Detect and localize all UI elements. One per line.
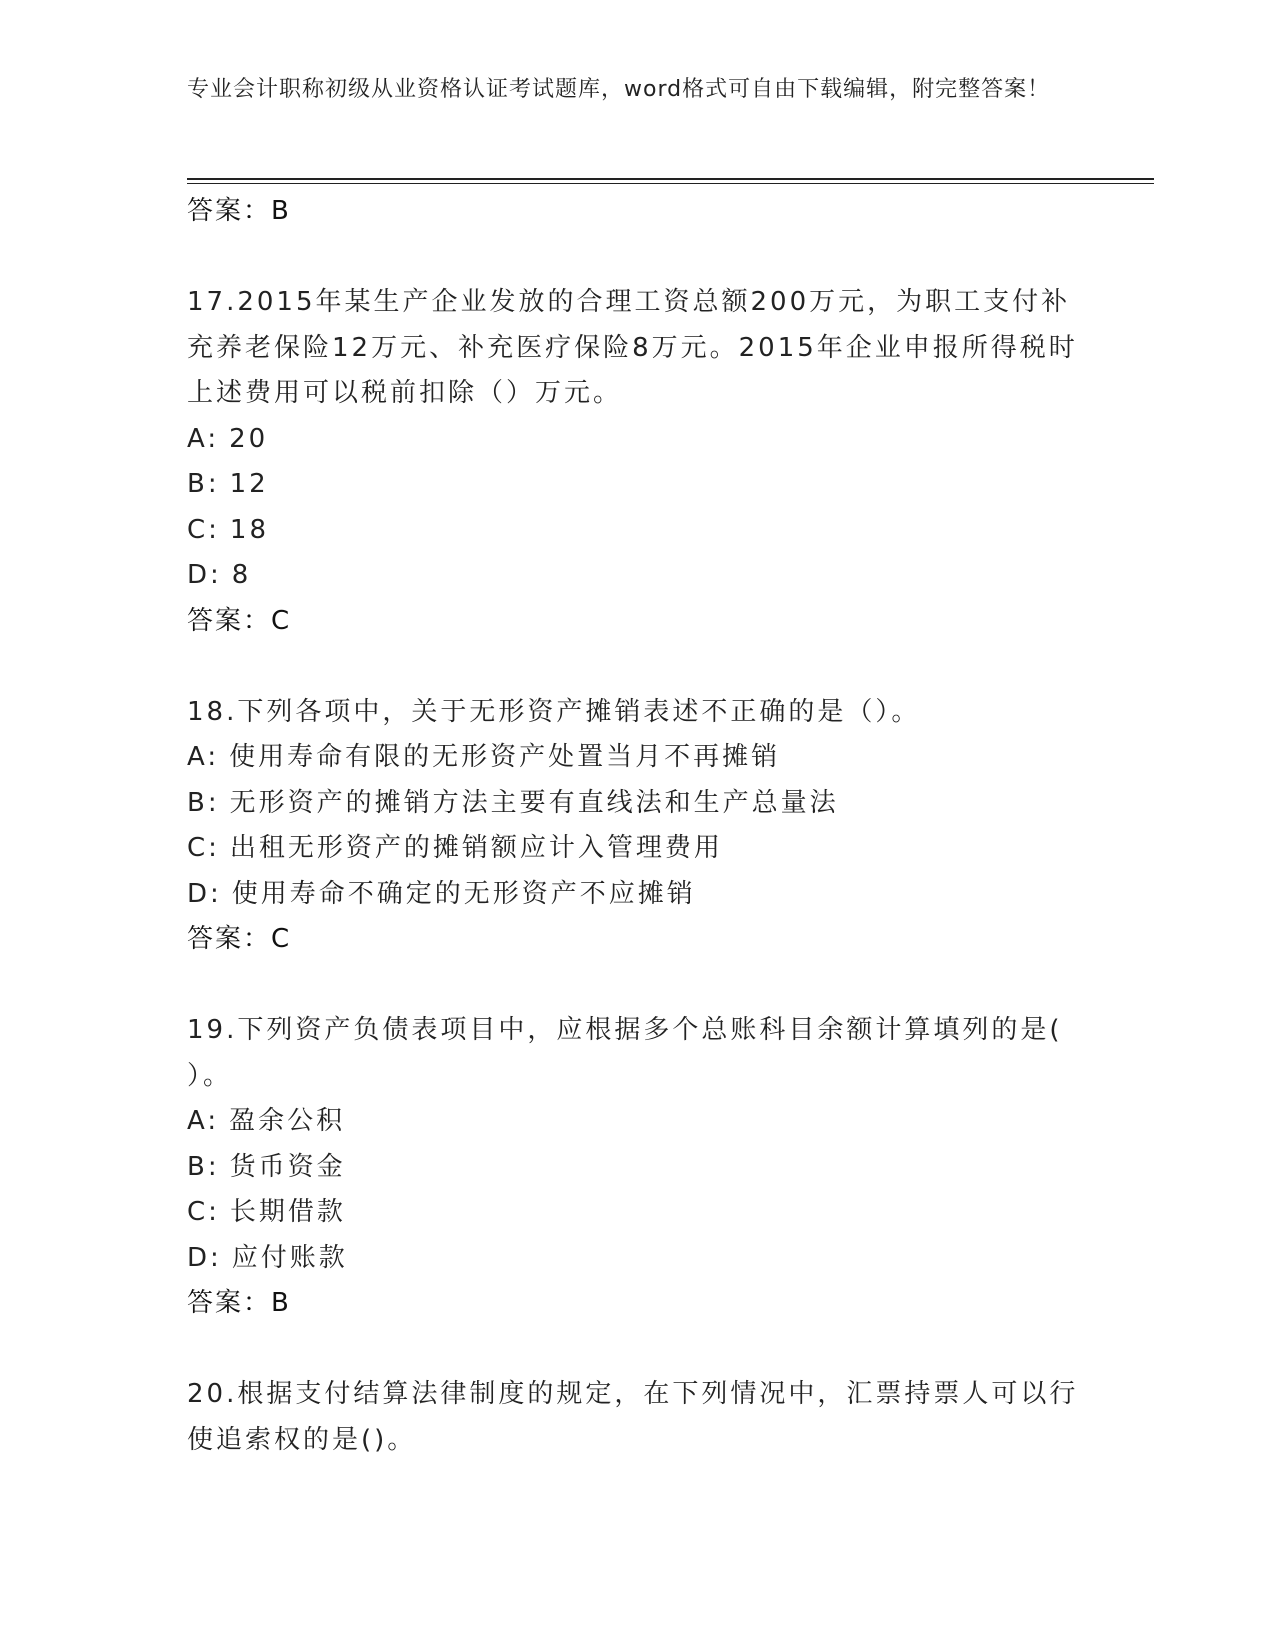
option-key: B:: [187, 1151, 220, 1182]
option-text: 盈余公积: [229, 1106, 346, 1136]
question-stem: 18.下列各项中，关于无形资产摊销表述不正确的是（）。: [187, 696, 921, 727]
option-key: A:: [187, 742, 220, 772]
answer-label: 答案：: [187, 196, 272, 226]
option-d: [187, 553, 1087, 599]
document-header-note: 专业会计职称初级从业资格认证考试题库，word格式可自由下载编辑，附完整答案！: [187, 77, 1051, 102]
option-c: [187, 508, 1087, 554]
option-text: 12: [229, 469, 269, 499]
question-stem: 19.下列资产负债表项目中，应根据多个总账科目余额计算填列的是(: [187, 1015, 1063, 1045]
question-17: [187, 280, 1087, 644]
question-18: [187, 690, 1087, 963]
option-c: [187, 1190, 1087, 1236]
option-d: [187, 872, 1087, 918]
answer-line: [187, 599, 1087, 644]
option-d: [187, 1236, 1087, 1282]
option-key: B:: [187, 469, 220, 499]
answer-value: C: [271, 924, 291, 954]
option-key: C:: [187, 514, 220, 545]
option-key: A:: [187, 423, 220, 454]
answer-line: [187, 917, 1087, 962]
question-stem-tail: ）。: [187, 1060, 233, 1091]
option-text: 使用寿命不确定的无形资产不应摊销: [231, 878, 696, 909]
option-a: [187, 417, 1087, 463]
option-text: 18: [229, 514, 270, 545]
answer-value: B: [271, 196, 290, 226]
option-key: C:: [187, 833, 220, 863]
option-text: 无形资产的摊销方法主要有直线法和生产总量法: [229, 787, 839, 818]
answer-label: 答案：: [187, 605, 272, 636]
option-text: 使用寿命有限的无形资产处置当月不再摊销: [229, 742, 781, 772]
option-text: 20: [229, 423, 269, 454]
question-stem: 17.2015年某生产企业发放的合理工资总额200万元，为职工支付补充养老保险12万元、补充医疗保险8万元。2015年企业申报所得税时上述费用可以税前扣除（）万元。: [187, 287, 1078, 408]
header-divider-thick: [187, 178, 1154, 180]
option-key: D:: [187, 1242, 222, 1273]
option-key: D:: [187, 560, 222, 590]
option-text: 出租无形资产的摊销额应计入管理费用: [229, 833, 723, 863]
question-20: [187, 1372, 1087, 1463]
answer-label: 答案：: [187, 924, 272, 954]
option-a: [187, 1099, 1087, 1145]
question-stem: 20.根据支付结算法律制度的规定，在下列情况中，汇票持票人可以行使追索权的是()。: [187, 1379, 1079, 1455]
option-text: 应付账款: [231, 1242, 348, 1273]
option-key: D:: [187, 878, 222, 909]
header-divider-thin: [187, 183, 1154, 184]
answer-value: C: [271, 605, 291, 636]
question-19: [187, 1008, 1087, 1326]
answer-line-prev: [187, 189, 1087, 234]
option-c: [187, 826, 1087, 872]
answer-value: B: [271, 1288, 290, 1318]
option-text: 8: [231, 560, 252, 590]
answer-label: 答案：: [187, 1288, 272, 1318]
option-b: [187, 462, 1087, 508]
option-b: [187, 1145, 1087, 1191]
option-a: [187, 735, 1087, 781]
option-key: B:: [187, 787, 220, 818]
option-text: 货币资金: [229, 1151, 346, 1182]
option-key: A:: [187, 1106, 220, 1136]
option-b: [187, 781, 1087, 827]
question-list: [187, 189, 1087, 1463]
option-text: 长期借款: [229, 1197, 346, 1227]
option-key: C:: [187, 1197, 220, 1227]
answer-line: [187, 1281, 1087, 1326]
